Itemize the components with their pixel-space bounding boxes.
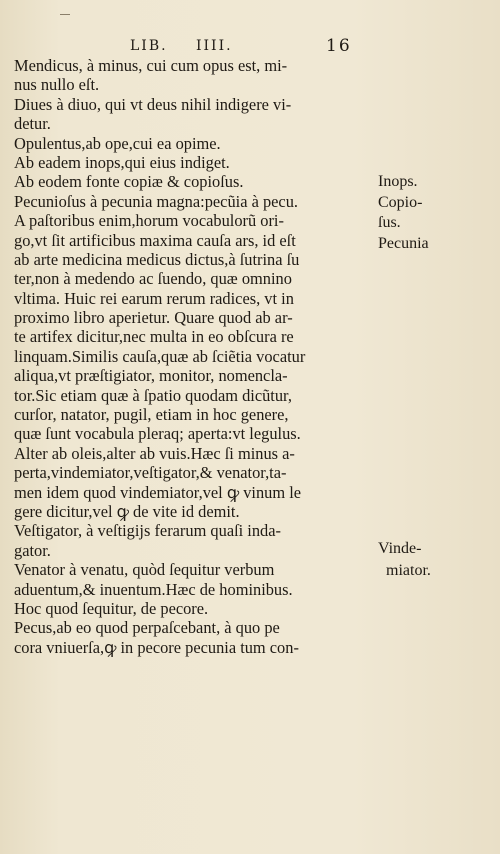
margin-note-inops: Inops. bbox=[378, 173, 418, 190]
text-line: gere dicitur,vel ꝙ de vite id demit. bbox=[14, 501, 240, 521]
text-line: A paſtoribus enim,horum vocabulorũ ori- bbox=[14, 211, 284, 231]
text-line: curſor, natator, pugil, etiam in hoc genere, bbox=[14, 405, 289, 425]
text-line: Pecunioſus à pecunia magna:pecũia à pecu. bbox=[14, 191, 298, 211]
text-line: Ab eadem inops,qui eius indiget. bbox=[14, 152, 230, 172]
book-number: IIII. bbox=[196, 38, 233, 54]
text-line: go,vt ſit artificibus maxima cauſa ars, id eſt bbox=[14, 230, 296, 250]
text-line: Veſtigator, à veſtigijs ferarum quaſi inda- bbox=[14, 521, 281, 541]
text-line: Mendicus, à minus, cui cum opus est, mi- bbox=[14, 56, 288, 75]
margin-note-copiosus-cont: ſus. bbox=[378, 214, 401, 231]
text-line: Opulentus,ab ope,cui ea opime. bbox=[14, 133, 221, 153]
book-label: LIB. bbox=[130, 38, 168, 54]
text-line: Pecus,ab eo quod perpaſcebant, à quo pe bbox=[14, 618, 280, 638]
text-line: aduentum,& inuentum.Hæc de hominibus. bbox=[14, 579, 293, 599]
page-edge-mark bbox=[60, 14, 70, 15]
text-line: detur. bbox=[14, 114, 51, 134]
text-line: nus nullo eſt. bbox=[14, 75, 100, 95]
text-line: gator. bbox=[14, 540, 51, 560]
text-line: Alter ab oleis,alter ab vuis.Hæc ſi minus a- bbox=[14, 443, 295, 463]
text-line: te artifex dicitur,nec multa in eo obſcura re bbox=[14, 327, 294, 347]
folio-number: 16 bbox=[326, 36, 352, 56]
text-line: Ab eodem fonte copiæ & copioſus. bbox=[14, 172, 244, 192]
text-line: Hoc quod ſequitur, de pecore. bbox=[14, 598, 209, 618]
text-line: aliqua,vt præſtigiator, monitor, nomencla- bbox=[14, 366, 288, 386]
margin-note-vindemiator: Vinde- bbox=[378, 540, 422, 557]
text-line: perta,vindemiator,veſtigator,& venator,ta- bbox=[14, 463, 287, 483]
main-text-block bbox=[14, 56, 374, 657]
text-line: Diues à diuo, qui vt deus nihil indigere vi- bbox=[14, 94, 292, 114]
text-line: ter,non à medendo ac ſuendo, quæ omnino bbox=[14, 269, 292, 289]
text-line: ab arte medicina medicus dictus,à ſutrina ſu bbox=[14, 249, 300, 269]
text-line: vltima. Huic rei earum rerum radices, vt in bbox=[14, 288, 294, 308]
margin-note-copiosus: Copio- bbox=[378, 194, 423, 211]
text-line: proximo libro aperietur. Quare quod ab ar- bbox=[14, 308, 293, 328]
text-line: men idem quod vindemiator,vel ꝙ vinum le bbox=[14, 482, 302, 502]
text-line: tor.Sic etiam quæ à ſpatio quodam dicũtur, bbox=[14, 385, 292, 405]
text-line: linquam.Similis cauſa,quæ ab ſciẽtia vocatur bbox=[14, 346, 306, 366]
text-line: Venator à venatu, quòd ſequitur verbum bbox=[14, 560, 275, 580]
margin-note-vindemiator-cont: miator. bbox=[386, 562, 431, 579]
text-line: quæ ſunt vocabula pleraq; aperta:vt legulus. bbox=[14, 424, 301, 444]
margin-note-pecunia: Pecunia bbox=[378, 235, 429, 252]
text-line: cora vniuerſa,ꝙ in pecore pecunia tum con- bbox=[14, 637, 299, 657]
